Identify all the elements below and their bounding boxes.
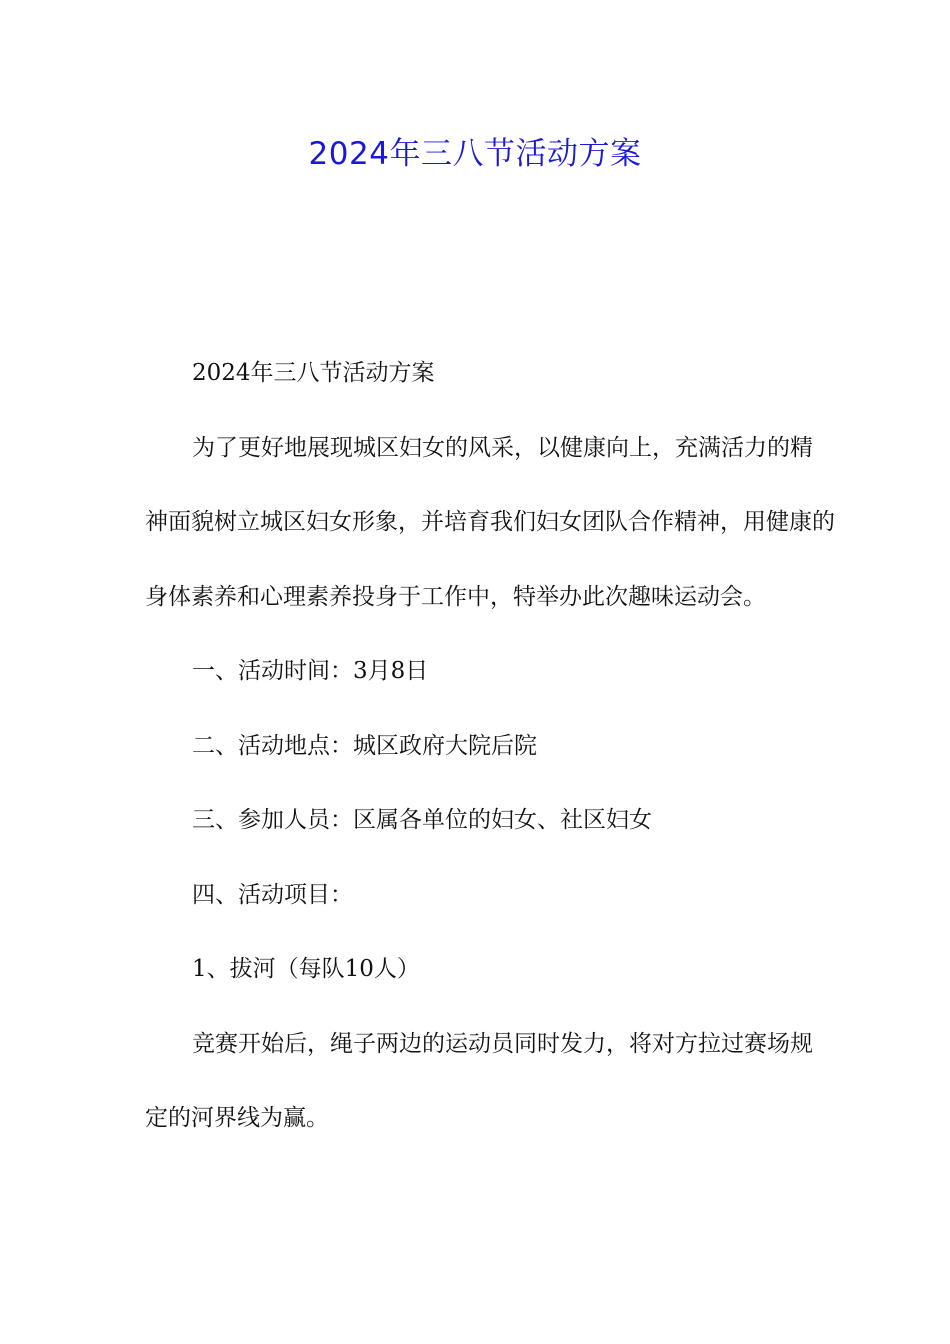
paragraph-activity-time: 一、活动时间：3月8日 (192, 658, 429, 684)
document-title: 2024年三八节活动方案 (308, 136, 642, 172)
paragraph-tug-of-war: 1、拔河（每队10人） (192, 956, 420, 982)
paragraph-participants: 三、参加人员：区属各单位的妇女、社区妇女 (192, 807, 652, 833)
paragraph-tug-of-war-rules: 竞赛开始后，绳子两边的运动员同时发力，将对方拉过赛场规定的河界线为赢。 (145, 1030, 813, 1131)
paragraph-subtitle: 2024年三八节活动方案 (192, 360, 435, 386)
paragraph-intro: 为了更好地展现城区妇女的风采，以健康向上，充满活力的精神面貌树立城区妇女形象，并培育我们妇女团队合作精神，用健康的身体素养和心理素养投身于工作中，特举办此次趣味运动会。 (145, 434, 835, 610)
paragraph-activity-items: 四、活动项目： (192, 881, 353, 908)
paragraph-activity-location: 二、活动地点：城区政府大院后院 (192, 732, 537, 759)
document-body (145, 336, 835, 1156)
